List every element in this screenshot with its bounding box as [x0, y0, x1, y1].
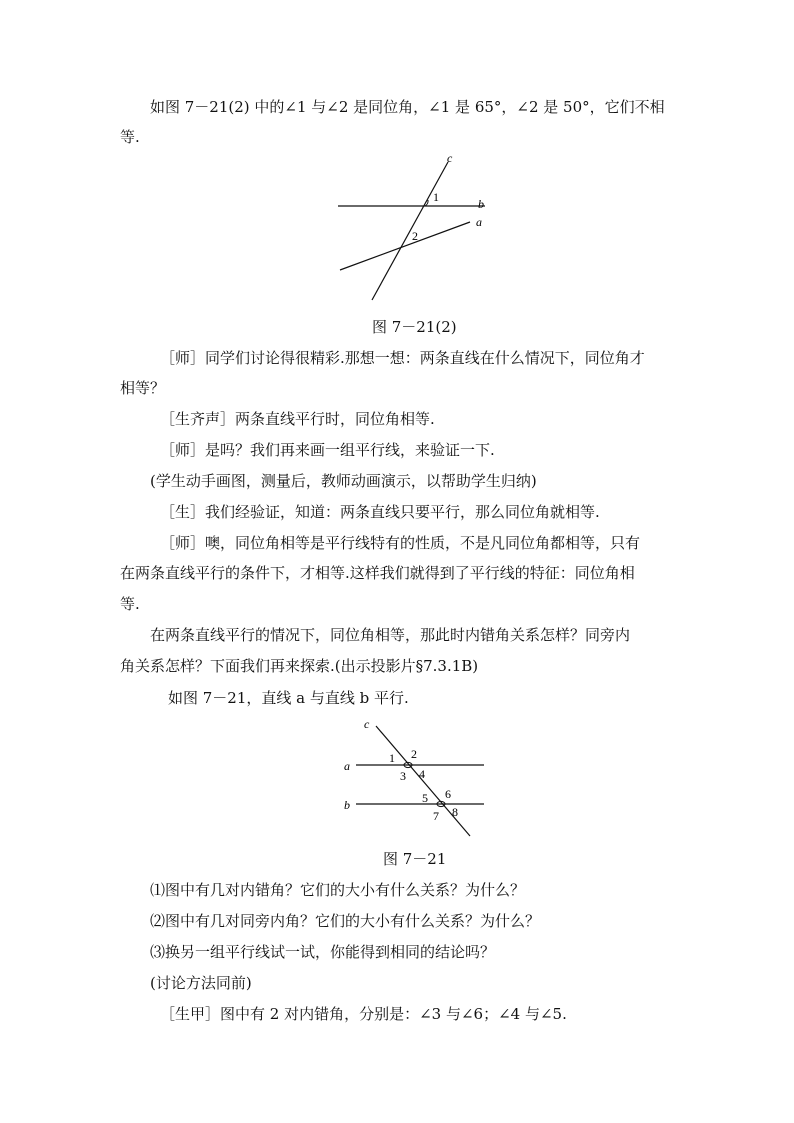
figure-2-caption: 图 7－21 — [383, 850, 447, 868]
angle-label-3: 3 — [400, 769, 406, 783]
angle-label-2: 2 — [411, 747, 417, 761]
transversal-c — [376, 726, 470, 836]
label-a: a — [476, 215, 482, 229]
paragraph-11: ［生甲］图中有 2 对内错角，分别是：∠3 与∠6；∠4 与∠5. — [160, 1005, 567, 1023]
paragraph-6: ［生］我们经验证，知道：两条直线只要平行，那么同位角就相等. — [160, 503, 600, 521]
figure-1-caption: 图 7－21(2) — [372, 318, 457, 336]
question-2: ⑵图中有几对同旁内角？它们的大小有什么关系？为什么？ — [150, 912, 541, 930]
line-a — [340, 222, 470, 270]
angle-label-5: 5 — [422, 791, 428, 805]
paragraph-7-line-3: 等. — [120, 595, 140, 613]
angle-label-4: 4 — [419, 767, 425, 781]
label-angle-1: 1 — [433, 190, 439, 204]
label-c: c — [364, 717, 370, 731]
line-c — [372, 162, 448, 300]
angle-label-6: 6 — [445, 787, 451, 801]
label-angle-2: 2 — [412, 229, 418, 243]
label-b: b — [344, 798, 350, 812]
paragraph-8-line-1: 在两条直线平行的情况下，同位角相等，那此时内错角关系怎样？同旁内 — [150, 626, 631, 644]
paragraph-1-line-1: 如图 7－21(2) 中的∠1 与∠2 是同位角，∠1 是 65°，∠2 是 50°，它们不相 — [150, 98, 665, 116]
paragraph-8-line-2: 角关系怎样？下面我们再来探索.(出示投影片§7.3.1B) — [120, 657, 479, 675]
paragraph-5: (学生动手画图，测量后，教师动画演示，以帮助学生归纳) — [150, 472, 537, 490]
paragraph-2-line-2: 相等？ — [120, 379, 166, 397]
paragraph-9: 如图 7－21，直线 a 与直线 b 平行. — [168, 689, 409, 707]
paragraph-3: ［生齐声］两条直线平行时，同位角相等. — [160, 410, 435, 428]
angle-label-7: 7 — [433, 809, 439, 823]
figure-7-21 — [338, 712, 498, 842]
label-b: b — [478, 197, 484, 211]
paragraph-1-line-2: 等. — [120, 128, 140, 146]
paragraph-4: ［师］是吗？我们再来画一组平行线，来验证一下. — [160, 441, 495, 459]
paragraph-2-line-1: ［师］同学们讨论得很精彩.那想一想：两条直线在什么情况下，同位角才 — [160, 349, 645, 367]
question-3: ⑶换另一组平行线试一试，你能得到相同的结论吗？ — [150, 943, 496, 961]
question-1: ⑴图中有几对内错角？它们的大小有什么关系？为什么？ — [150, 881, 526, 899]
angle-label-1: 1 — [389, 751, 395, 765]
label-a: a — [344, 759, 350, 773]
figure-7-21-2 — [330, 150, 500, 310]
paragraph-7-line-2: 在两条直线平行的条件下，才相等.这样我们就得到了平行线的特征：同位角相 — [120, 564, 635, 582]
paragraph-10: (讨论方法同前) — [150, 974, 252, 992]
label-c: c — [447, 151, 453, 165]
paragraph-7-line-1: ［师］噢，同位角相等是平行线特有的性质，不是凡同位角都相等，只有 — [160, 534, 641, 552]
angle-label-8: 8 — [452, 805, 458, 819]
